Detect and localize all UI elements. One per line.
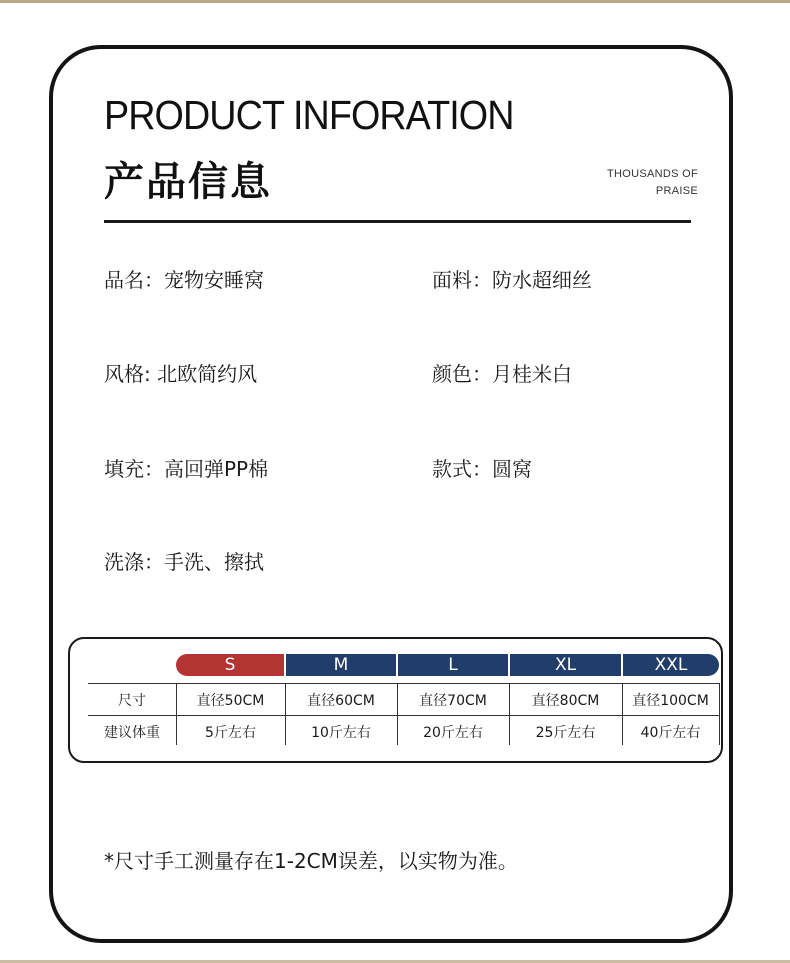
info-name: 品名：宠物安睡窝	[104, 268, 264, 292]
table-line-middle	[88, 715, 719, 716]
row-label-size: 尺寸	[118, 693, 146, 709]
table-line-top	[88, 683, 719, 684]
title-chinese: 产品信息	[104, 159, 272, 205]
weight-cell: 10斤左右	[311, 725, 371, 741]
measurement-footnote: *尺寸手工测量存在1-2CM误差，以实物为准。	[104, 849, 518, 873]
info-fabric: 面料：防水超细丝	[432, 268, 592, 292]
dimension-cell: 直径70CM	[419, 693, 487, 709]
size-header-m: M	[286, 654, 396, 676]
praise-tagline	[607, 166, 698, 200]
weight-cell: 40斤左右	[640, 725, 701, 741]
weight-cell: 20斤左右	[423, 725, 483, 741]
size-header-l: L	[398, 654, 508, 676]
dimension-cell: 直径100CM	[632, 693, 709, 709]
tagline-line-1: THOUSANDS OF	[607, 168, 698, 180]
top-decorative-line	[0, 0, 790, 3]
weight-cell: 25斤左右	[535, 725, 596, 741]
info-filling: 填充：高回弹PP棉	[104, 457, 269, 481]
dimension-cell: 直径50CM	[196, 693, 265, 709]
table-col-divider	[719, 683, 720, 745]
title-english: PRODUCT INFORATION	[104, 92, 514, 138]
info-type: 款式：圆窝	[432, 457, 532, 481]
header-divider	[104, 220, 691, 223]
size-header-s: S	[176, 654, 284, 676]
info-washing: 洗涤：手洗、擦拭	[104, 550, 264, 574]
tagline-line-2: PRAISE	[655, 185, 698, 197]
dimension-cell: 直径60CM	[307, 693, 375, 709]
info-style: 风格: 北欧简约风	[104, 362, 258, 386]
info-color: 颜色：月桂米白	[432, 362, 572, 386]
dimension-cell: 直径80CM	[531, 693, 600, 709]
weight-cell: 5斤左右	[205, 725, 256, 741]
size-header-xl: XL	[510, 654, 621, 676]
row-label-weight: 建议体重	[104, 725, 160, 741]
size-header-xxl: XXL	[623, 654, 719, 676]
